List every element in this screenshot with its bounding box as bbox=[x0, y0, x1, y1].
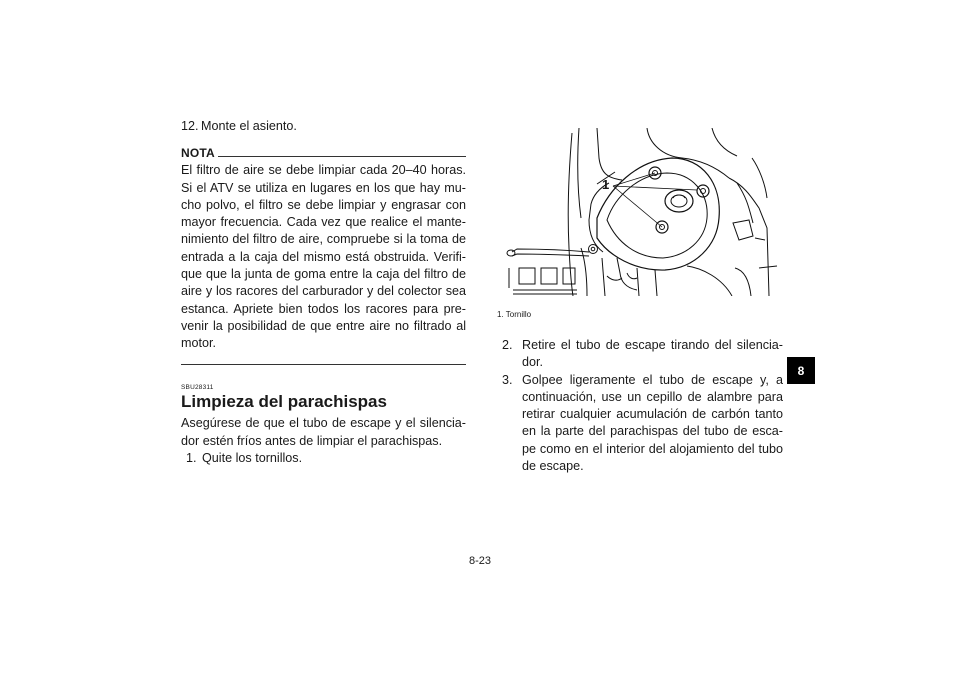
nota-label: NOTA bbox=[181, 146, 215, 161]
step-2 bbox=[502, 337, 783, 372]
step-12-text: Monte el asiento. bbox=[201, 119, 297, 133]
step-2-text: Retire el tubo de escape tirando del silencia-dor. bbox=[522, 338, 783, 370]
spark-arrester-illustration bbox=[497, 128, 782, 296]
step-12-number: 12. bbox=[181, 119, 199, 133]
step-1 bbox=[186, 450, 466, 467]
step-3 bbox=[502, 372, 783, 476]
figure-caption: 1. Tornillo bbox=[497, 310, 532, 319]
step-12 bbox=[181, 118, 466, 135]
section-heading: Limpieza del parachispas bbox=[181, 392, 387, 412]
section-code: SBU28311 bbox=[181, 384, 214, 392]
nota-divider bbox=[218, 156, 466, 157]
page-number: 8-23 bbox=[469, 555, 492, 567]
figure-callout-number: 1 bbox=[602, 177, 610, 192]
chapter-tab: 8 bbox=[787, 357, 815, 384]
right-column bbox=[502, 337, 783, 475]
step-3-number: 3. bbox=[502, 372, 513, 387]
step-1-number: 1. bbox=[186, 450, 197, 465]
step-1-text: Quite los tornillos. bbox=[202, 450, 303, 465]
nota-text: El filtro de aire se debe limpiar cada 20–40 horas. Si el ATV se utiliza en lugares en los que hay mu-cho polvo, el filtro se debe limpiar y engrasar con mayor frecuencia. Cada vez que realice el mante-nimiento del filtro de aire, compruebe si la toma de entrada a la caja del mismo está obstruida. Verifi-que que la junta de goma entre la caja del filtro de aire y los racores del carburador y del colector sea estanca. Apriete bien todos los racores para pre-venir la posibilidad de que entre aire no filtrado al motor. bbox=[181, 163, 466, 351]
nota-header bbox=[181, 146, 466, 160]
step-2-number: 2. bbox=[502, 338, 513, 352]
nota-end-divider bbox=[181, 364, 466, 365]
section-intro: Asegúrese de que el tubo de escape y el silencia-dor estén fríos antes de limpiar el parachispas. bbox=[181, 416, 466, 448]
left-column bbox=[181, 118, 466, 467]
step-3-text: Golpee ligeramente el tubo de escape y, a continuación, use un cepillo de alambre para retirar cualquier acumulación de carbón tanto en la parte del parachispas del tubo de esca-pe como en el interior del alojamiento del tubo de escape. bbox=[522, 372, 783, 474]
